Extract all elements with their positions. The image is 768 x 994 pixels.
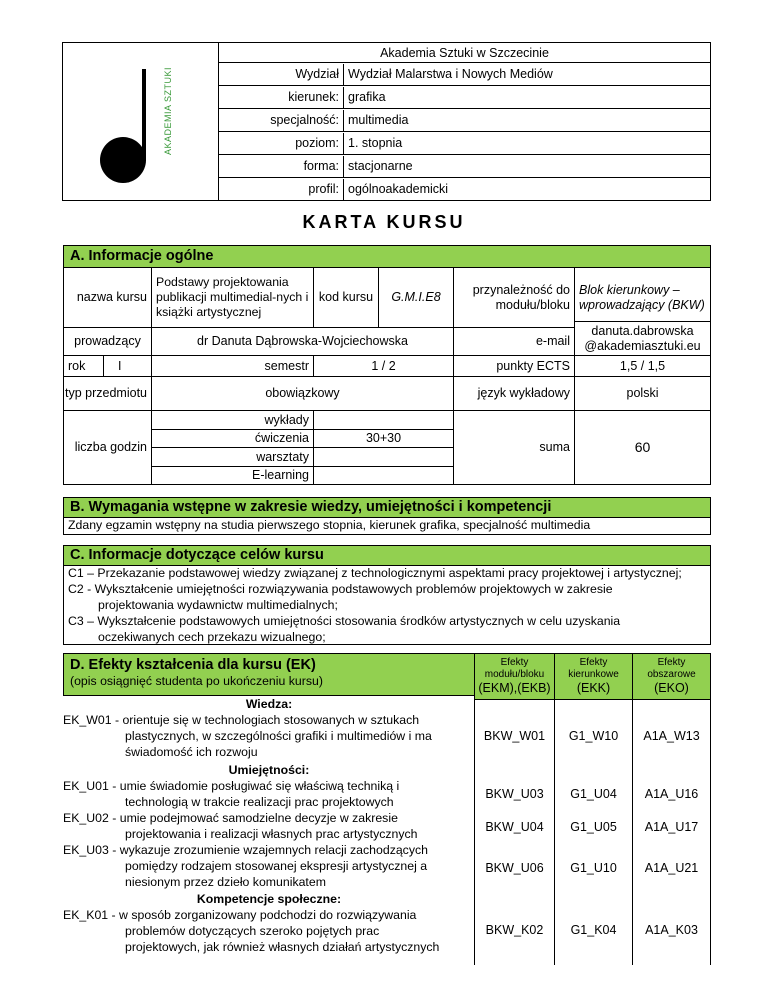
header-label: specjalność: xyxy=(270,113,339,127)
jezyk-value: polski xyxy=(574,376,711,411)
przynaleznosc-label: przynależność do modułu/bloku xyxy=(453,267,575,328)
nazwa-value: Podstawy projektowania publikacji multimedial-nych i książki artystycznej xyxy=(151,267,314,328)
hours-label-cwiczenia: ćwiczenia xyxy=(151,429,314,448)
header-box xyxy=(62,42,711,201)
ects-value: 1,5 / 1,5 xyxy=(574,355,711,377)
ekk-header-bottom: (EKK) xyxy=(576,681,611,695)
hours-value-elearning xyxy=(313,466,454,485)
liczba-label: liczba godzin xyxy=(63,410,152,485)
header-label: profil: xyxy=(308,182,339,196)
section-b-text: Zdany egzamin wstępny na studia pierwszego stopnia, kierunek grafika, specjalność multimedia xyxy=(63,517,711,535)
rok-label: rok xyxy=(63,355,104,377)
ek-u03-ekk: G1_U10 xyxy=(570,861,617,875)
header-row-kierunek xyxy=(219,87,710,109)
section-b-heading: B. Wymagania wstępne w zakresie wiedzy, umiejętności i kompetencji xyxy=(63,497,711,518)
section-a-heading: A. Informacje ogólne xyxy=(63,245,711,268)
eko-header-bottom: (EKO) xyxy=(654,681,689,695)
header-label: poziom: xyxy=(295,136,339,150)
semestr-label: semestr xyxy=(151,355,314,377)
hours-label-warsztaty: warsztaty xyxy=(151,447,314,467)
ek-k01-line: problemów dotyczących szeroko pojętych prac xyxy=(125,924,380,938)
ek-u03-ekm: BKW_U06 xyxy=(485,861,544,875)
eko-header xyxy=(632,653,711,700)
logo-text: AKADEMIA SZTUKI xyxy=(163,66,173,155)
ek-u02-eko: A1A_U17 xyxy=(644,820,699,834)
ek-u02-ekk: G1_U05 xyxy=(570,820,617,834)
ek-w01-ekm: BKW_W01 xyxy=(483,729,546,743)
ek-u01-ekk: G1_U04 xyxy=(570,787,617,801)
institution-name: Akademia Sztuki w Szczecinie xyxy=(219,43,710,63)
ek-u01-line: EK_U01 - umie świadomie posługiwać się właściwą techniką i xyxy=(63,779,400,793)
kod-value: G.M.I.E8 xyxy=(378,267,454,328)
goal-line-cont: oczekiwanych cech przekazu wizualnego; xyxy=(98,630,326,644)
ek-k01-eko: A1A_K03 xyxy=(645,923,698,937)
kod-label: kod kursu xyxy=(313,267,379,328)
ek-u03-line: niesionym przez dzieło komunikatem xyxy=(125,875,326,889)
ek-u01-line: technologią w trakcie realizacji prac projektowych xyxy=(125,795,394,809)
typ-value: obowiązkowy xyxy=(151,376,454,411)
email-label: e-mail xyxy=(453,327,575,356)
ekk-header-top: Efekty kierunkowe xyxy=(568,657,619,680)
ek-u01-ekm: BKW_U03 xyxy=(485,787,544,801)
email-value: danuta.dabrowska @akademiasztuki.eu xyxy=(574,321,711,356)
hours-label-wyklady: wykłady xyxy=(151,410,314,430)
header-value: multimedia xyxy=(348,113,409,127)
ek-k01-ekk: G1_K04 xyxy=(570,923,617,937)
section-d-heading: D. Efekty kształcenia dla kursu (EK) xyxy=(70,657,316,673)
header-row-wydzial xyxy=(219,64,710,86)
hours-label-elearning: E-learning xyxy=(151,466,314,485)
ek-k01-line: EK_K01 - w sposób zorganizowany podchodzi do rozwiązywania xyxy=(63,908,417,922)
header-value: stacjonarne xyxy=(348,159,413,173)
header-label: forma: xyxy=(303,159,339,173)
section-d-subheading: (opis osiągnięć studenta po ukończeniu kursu) xyxy=(70,674,323,688)
header-label: Wydział xyxy=(295,67,339,81)
nazwa-label: nazwa kursu xyxy=(63,267,152,328)
ek-w01-line: plastycznych, w szczególności grafiki i multimediów i ma xyxy=(125,729,432,743)
header-row-forma xyxy=(219,156,710,178)
header-value: Wydział Malarstwa i Nowych Mediów xyxy=(348,67,553,81)
przynaleznosc-value: Blok kierunkowy – wprowadzający (BKW) xyxy=(574,267,711,328)
ek-w01-eko: A1A_W13 xyxy=(643,729,700,743)
suma-label: suma xyxy=(453,410,575,485)
ects-label: punkty ECTS xyxy=(453,355,575,377)
ekm-header-top: Efekty modułu/bloku xyxy=(484,657,545,680)
header-row-poziom xyxy=(219,133,710,155)
section-c-heading: C. Informacje dotyczące celów kursu xyxy=(63,545,711,566)
ek-u03-eko: A1A_U21 xyxy=(644,861,699,875)
academy-logo xyxy=(63,43,219,200)
hours-value-warsztaty xyxy=(313,447,454,467)
ekm-header-bottom: (EKM),(EKB) xyxy=(478,681,551,695)
jezyk-label: język wykładowy xyxy=(453,376,575,411)
ek-w01-line: świadomość ich rozwoju xyxy=(125,745,258,759)
page-title: KARTA KURSU xyxy=(302,212,466,232)
header-value: grafika xyxy=(348,90,386,104)
ek-u02-ekm: BKW_U04 xyxy=(485,820,544,834)
hours-value-cwiczenia: 30+30 xyxy=(313,429,454,448)
header-value: ogólnoakademicki xyxy=(348,182,449,196)
ek-u02-line: projektowania i realizacji własnych prac artystycznych xyxy=(125,827,418,841)
ek-k01-ekm: BKW_K02 xyxy=(485,923,544,937)
semestr-value: 1 / 2 xyxy=(313,355,454,377)
group-title-wiedza: Wiedza: xyxy=(245,697,293,711)
logo-area xyxy=(63,43,219,200)
suma-value: 60 xyxy=(574,410,711,485)
ekk-header xyxy=(554,653,633,700)
goal-line: C1 – Przekazanie podstawowej wiedzy związanej z technologicznymi aspektami pracy projektowej i artystycznej; xyxy=(68,566,682,580)
typ-label: typ przedmiotu xyxy=(63,376,152,411)
header-value: 1. stopnia xyxy=(348,136,403,150)
header-row-specjalnosc xyxy=(219,110,710,132)
ek-u03-line: EK_U03 - wykazuje zrozumienie wzajemnych relacji zachodzących xyxy=(63,843,428,857)
prowadzacy-label: prowadzący xyxy=(63,327,152,356)
header-row-profil xyxy=(219,179,710,201)
prowadzacy-value: dr Danuta Dąbrowska-Wojciechowska xyxy=(151,327,454,356)
ek-w01-ekk: G1_W10 xyxy=(568,729,619,743)
hours-value-wyklady xyxy=(313,410,454,430)
goal-line: C2 - Wykształcenie umiejętności rozwiązywania podstawowych problemów projektowych w zakresie xyxy=(68,582,613,596)
rok-value: I xyxy=(103,355,152,377)
group-title-kompetencje: Kompetencje społeczne: xyxy=(196,892,342,906)
ek-u03-line: pomiędzy rodzajem stosowanej ekspresji artystycznej a xyxy=(125,859,428,873)
ekm-header xyxy=(474,653,555,700)
section-d-heading-box xyxy=(63,653,475,696)
ek-k01-line: projektowych, jak również własnych działań artystycznych xyxy=(125,940,440,954)
section-c-text xyxy=(63,565,711,645)
group-title-umiejetnosci: Umiejętności: xyxy=(228,763,310,777)
ek-u02-line: EK_U02 - umie podejmować samodzielne decyzje w zakresie xyxy=(63,811,398,825)
ek-u01-eko: A1A_U16 xyxy=(644,787,699,801)
ek-w01-line: EK_W01 - orientuje się w technologiach stosowanych w sztukach xyxy=(63,713,420,727)
goal-line-cont: projektowania wydawnictw multimedialnych; xyxy=(98,598,338,612)
eko-header-top: Efekty obszarowe xyxy=(647,657,696,680)
goal-line: C3 – Wykształcenie podstawowych umiejętności stosowania środków artystycznych w celu uzyskania xyxy=(68,614,621,628)
header-label: kierunek: xyxy=(288,90,339,104)
